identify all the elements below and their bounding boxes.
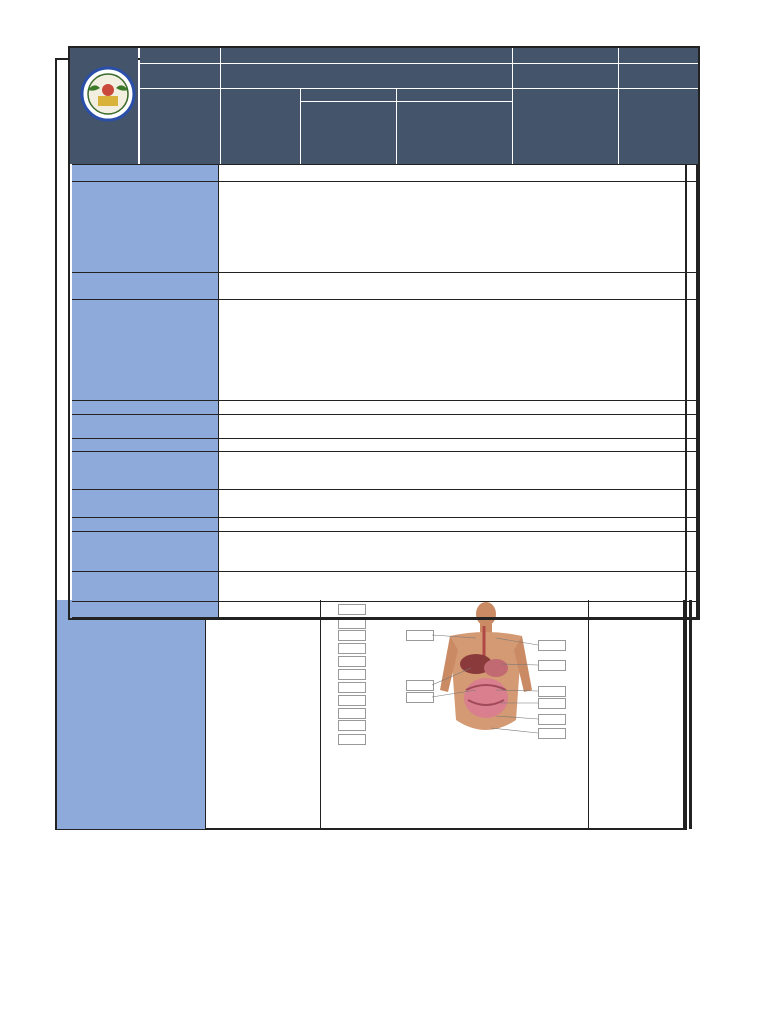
school-logo bbox=[80, 66, 136, 122]
left-column bbox=[72, 164, 218, 618]
header-band bbox=[140, 48, 698, 164]
connector-lines bbox=[336, 598, 576, 748]
digestive-diagram bbox=[336, 598, 576, 748]
back-left-column bbox=[57, 600, 205, 829]
